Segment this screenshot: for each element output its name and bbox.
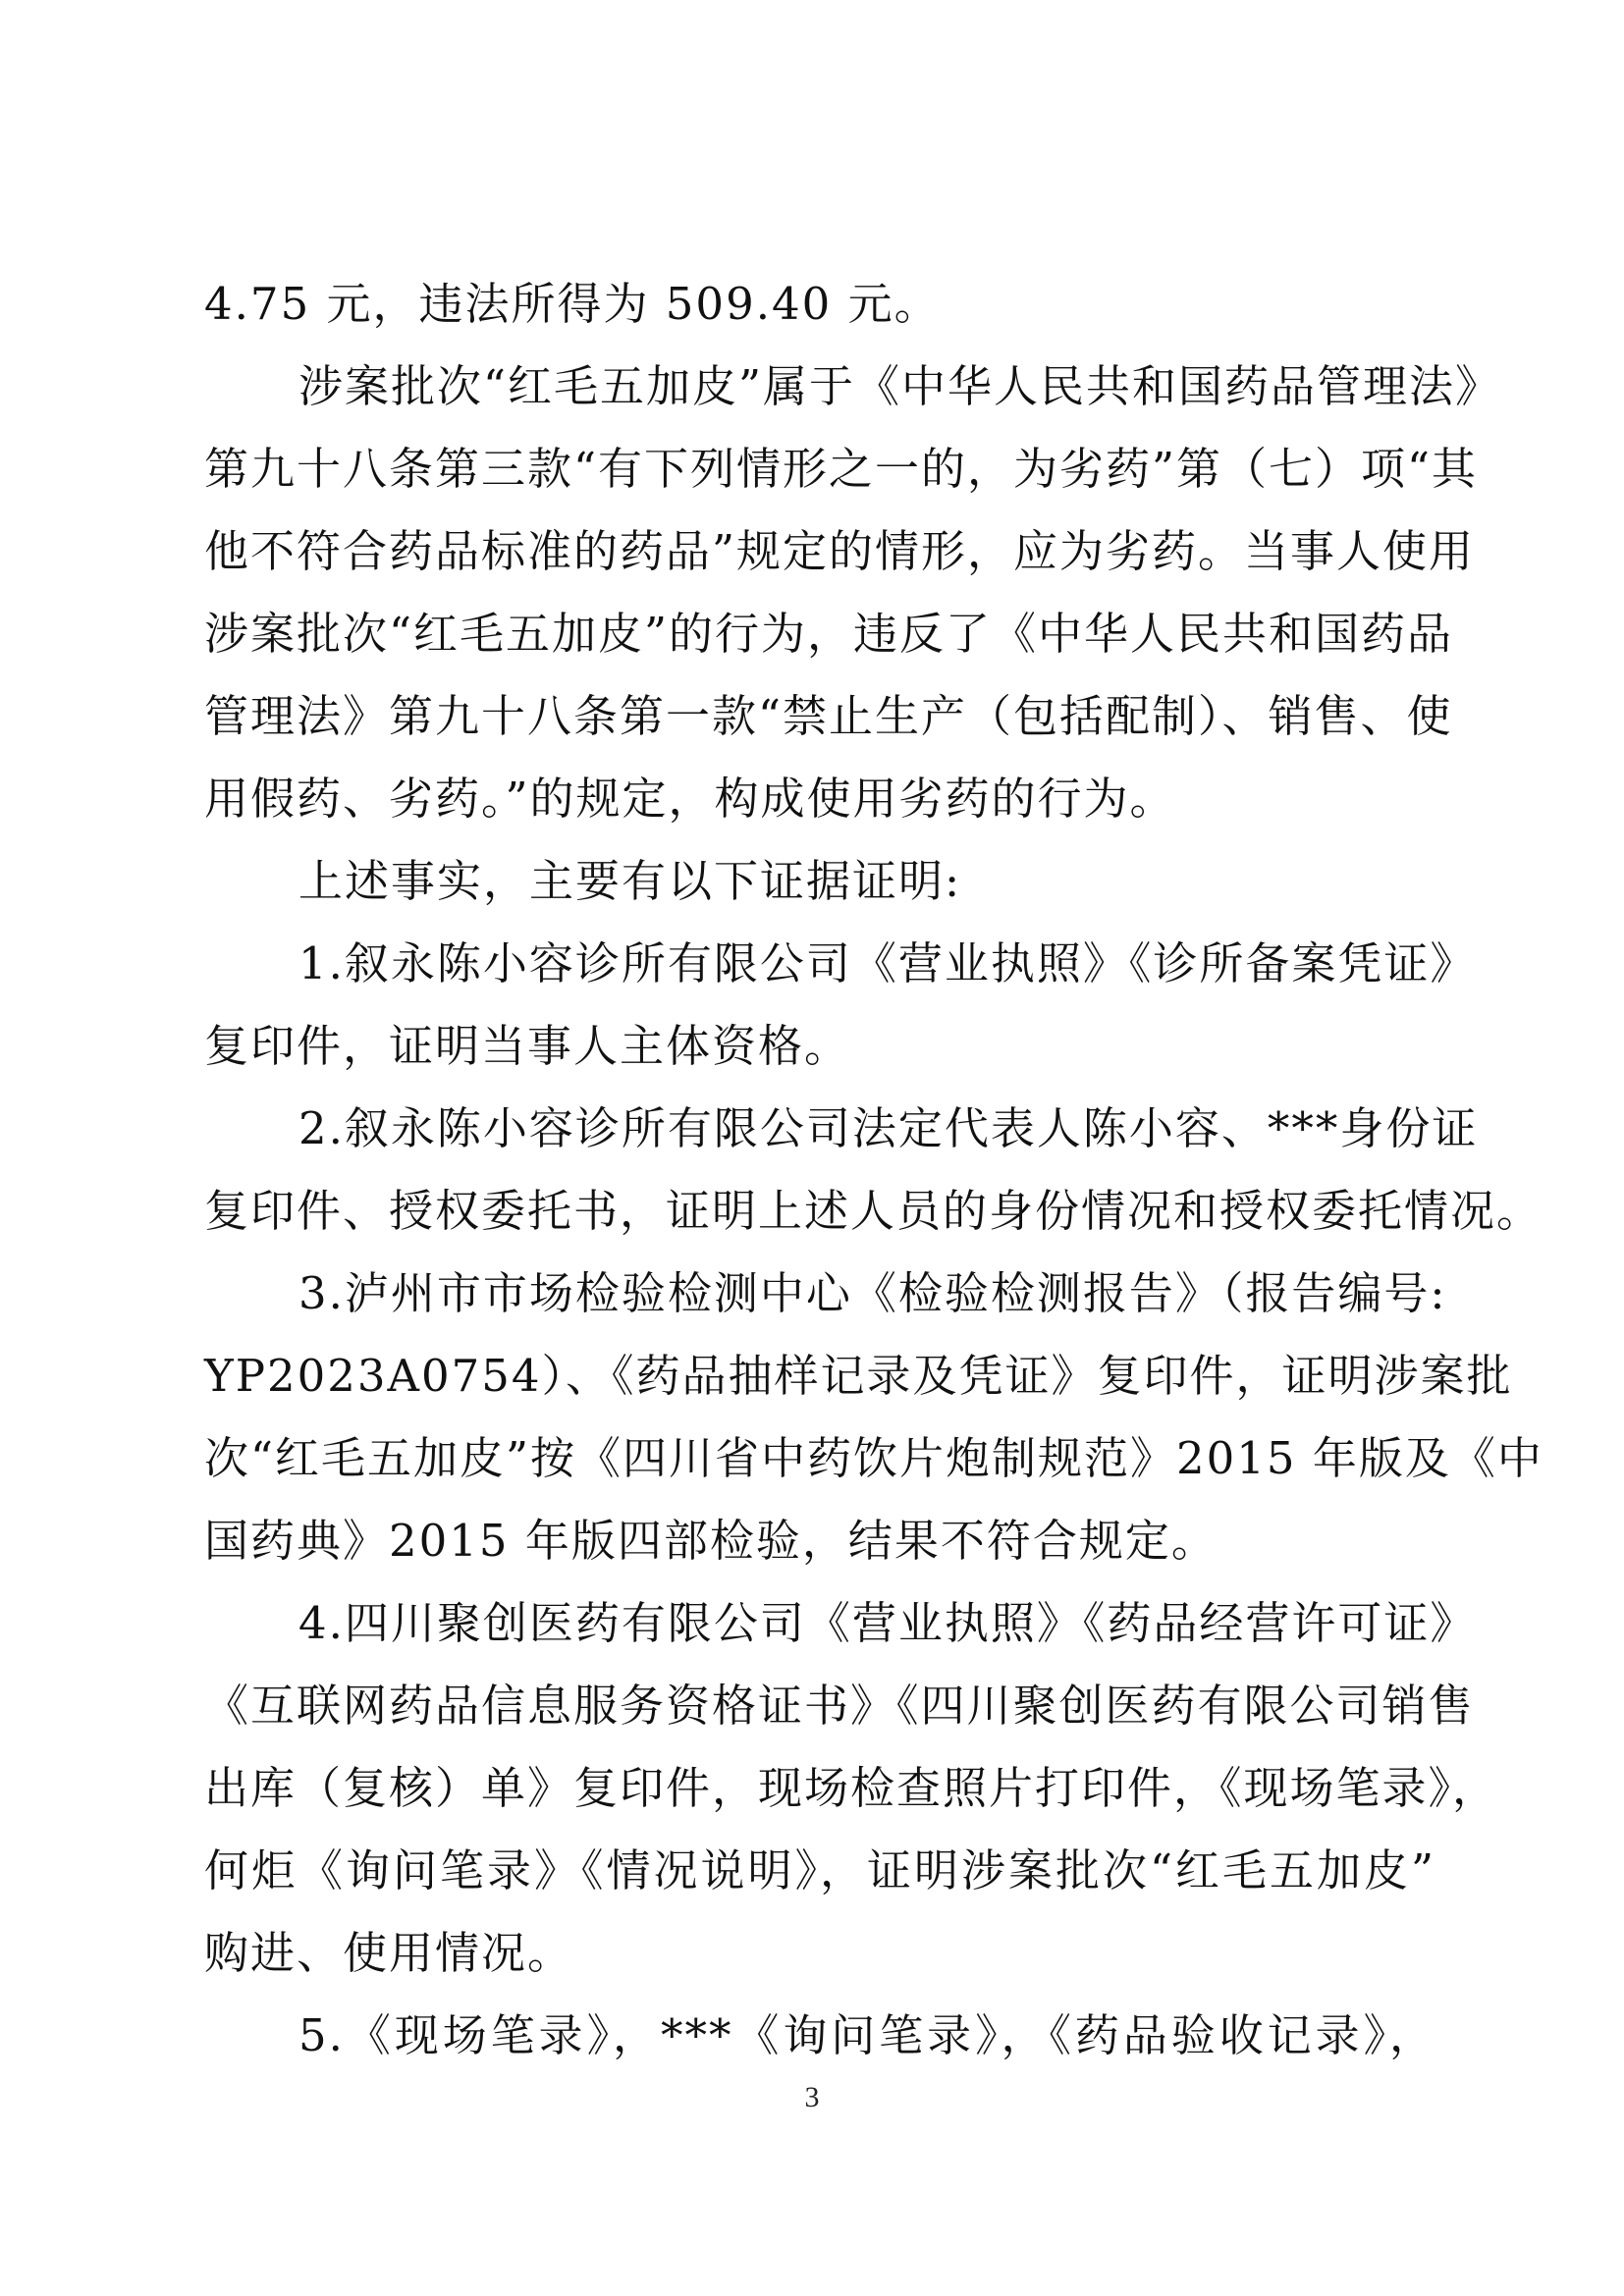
text-line: 次“红毛五加皮”按《四川省中药饮片炮制规范》2015 年版及《中 [204, 1432, 1543, 1484]
text-line: 第九十八条第三款“有下列情形之一的，为劣药”第（七）项“其 [204, 443, 1479, 495]
text-line: 上述事实，主要有以下证据证明: [298, 855, 962, 907]
text-line: 管理法》第九十八条第一款“禁止生产（包括配制）、销售、使 [204, 690, 1453, 742]
text-line: 复印件，证明当事人主体资格。 [204, 1020, 851, 1072]
text-line: YP2023A0754）、《药品抽样记录及凭证》复印件，证明涉案批 [204, 1350, 1513, 1402]
text-line: 出库（复核）单》复印件，现场检查照片打印件，《现场笔录》， [204, 1762, 1499, 1814]
text-line: 1.叙永陈小容诊所有限公司《营业执照》《诊所备案凭证》 [298, 937, 1477, 989]
text-line: 他不符合药品标准的药品”规定的情形，应为劣药。当事人使用 [204, 525, 1476, 577]
text-line: 国药典》2015 年版四部检验，结果不符合规定。 [204, 1515, 1218, 1567]
body-text [204, 263, 1543, 2077]
text-line: 何炬《询问笔录》《情况说明》，证明涉案批次“红毛五加皮” [204, 1844, 1435, 1896]
page-number: 3 [804, 2081, 820, 2113]
text-line: 涉案批次“红毛五加皮”属于《中华人民共和国药品管理法》 [298, 360, 1502, 412]
text-line: 4.75 元，违法所得为 509.40 元。 [204, 278, 941, 330]
text-line: 《互联网药品信息服务资格证书》《四川聚创医药有限公司销售 [204, 1680, 1475, 1732]
text-line: 3.泸州市市场检验检测中心《检验检测报告》（报告编号: [298, 1267, 1447, 1319]
text-line: 涉案批次“红毛五加皮”的行为，违反了《中华人民共和国药品 [204, 608, 1454, 660]
text-line: 5.《现场笔录》，***《询问笔录》，《药品验收记录》， [298, 2009, 1435, 2061]
text-line: 2.叙永陈小容诊所有限公司法定代表人陈小容、***身份证 [298, 1102, 1479, 1154]
text-line: 4.四川聚创医药有限公司《营业执照》《药品经营许可证》 [298, 1597, 1477, 1649]
text-line: 购进、使用情况。 [204, 1927, 574, 1979]
text-line: 复印件、授权委托书，证明上述人员的身份情况和授权委托情况。 [204, 1185, 1543, 1237]
text-line: 用假药、劣药。”的规定，构成使用劣药的行为。 [204, 773, 1176, 825]
